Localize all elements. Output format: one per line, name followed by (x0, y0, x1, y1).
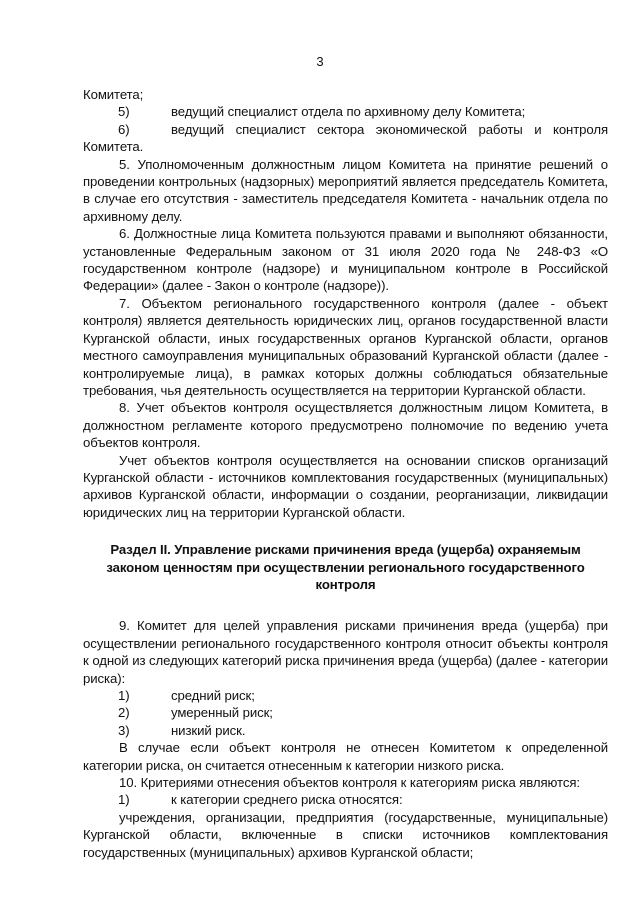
paragraph-8: 8. Учет объектов контроля осуществляется должностным лицом Комитета, в должностном регламенте которого предусмотрено полномочие по ведению учета объектов контроля. (83, 400, 608, 451)
list-item-5 (83, 103, 608, 120)
section-heading-line: законом ценностям при осуществлении регионального государственного (106, 559, 585, 575)
section-heading-line: контроля (315, 576, 376, 592)
paragraph-10: 10. Критериями отнесения объектов контроля к категориям риска являются: (119, 775, 580, 791)
list-text: к категории среднего риска относятся: (171, 792, 403, 808)
paragraph-7: 7. Объектом регионального государственного контроля (далее - объект контроля) является деятельность юридических лиц, органов государственной власти Курганской области, иных государственных органов Курганской области, органов местного самоуправления муниципальных образований Курганской области (далее - контролируемые лица), в рамках которых должны соблюдаться обязательные требования, чья деятельность осуществляется на территории Курганской области. (83, 295, 608, 398)
risk-item (83, 687, 608, 704)
list-number: 5) (118, 104, 130, 120)
criteria-item-1 (83, 791, 608, 808)
list-text: низкий риск. (171, 722, 246, 738)
paragraph-case: В случае если объект контроля не отнесен Комитетом к определенной категории риска, он считается отнесенным к категории низкого риска. (83, 740, 608, 773)
list-item-6 (83, 121, 608, 138)
paragraph-5: 5. Уполномоченным должностным лицом Комитета на принятие решений о проведении контрольных (надзорных) мероприятий является председатель Комитета, в случае его отсутствия - заместитель председателя Комитета - начальник отдела по архивному делу. (83, 156, 608, 224)
paragraph-8-continued: Учет объектов контроля осуществляется на основании списков организаций Курганской области - источников комплектования государственных (муниципальных) архивов Курганской области, информации о создании, реорганизации, ликвидации юридических лиц на территории Курганской области. (83, 452, 608, 520)
section-heading (83, 541, 608, 593)
list-text: ведущий специалист сектора экономической работы и контроля (171, 121, 608, 137)
paragraph-9: 9. Комитет для целей управления рисками причинения вреда (ущерба) при осуществлении регионального государственного контроля относит объекты контроля к одной из следующих категорий риска причинения вреда (ущерба) (далее - категории риска): (83, 618, 608, 686)
paragraph-institutions: учреждения, организации, предприятия (государственные, муниципальные) Курганской области, включенные в списки источников комплектования государственных (муниципальных) архивов Курганской области; (83, 809, 608, 860)
paragraph-6: 6. Должностные лица Комитета пользуются правами и выполняют обязанности, установленные Федеральным законом от 31 июля 2020 года № 248-ФЗ «О государственном контроле (надзоре) и муниципальном контроле в Российской Федерации» (далее - Закон о контроле (надзоре)). (83, 226, 608, 294)
list-text: ведущий специалист отдела по архивному делу Комитета; (171, 104, 526, 120)
risk-item (83, 704, 608, 721)
list-text: умеренный риск; (171, 705, 273, 721)
list-number: 1) (118, 688, 130, 703)
section-heading-line: Раздел II. Управление рисками причинения вреда (ущерба) охраняемым (110, 542, 581, 558)
continuation-line: Комитета. (83, 139, 144, 155)
continuation-line: Комитета; (83, 87, 144, 102)
risk-item (83, 722, 608, 739)
list-number: 2) (118, 705, 130, 721)
document-body (83, 86, 608, 861)
list-number: 1) (118, 792, 130, 808)
list-number: 3) (118, 722, 130, 738)
list-number: 6) (118, 121, 130, 137)
page-number: 3 (316, 54, 324, 69)
list-text: средний риск; (171, 688, 255, 703)
